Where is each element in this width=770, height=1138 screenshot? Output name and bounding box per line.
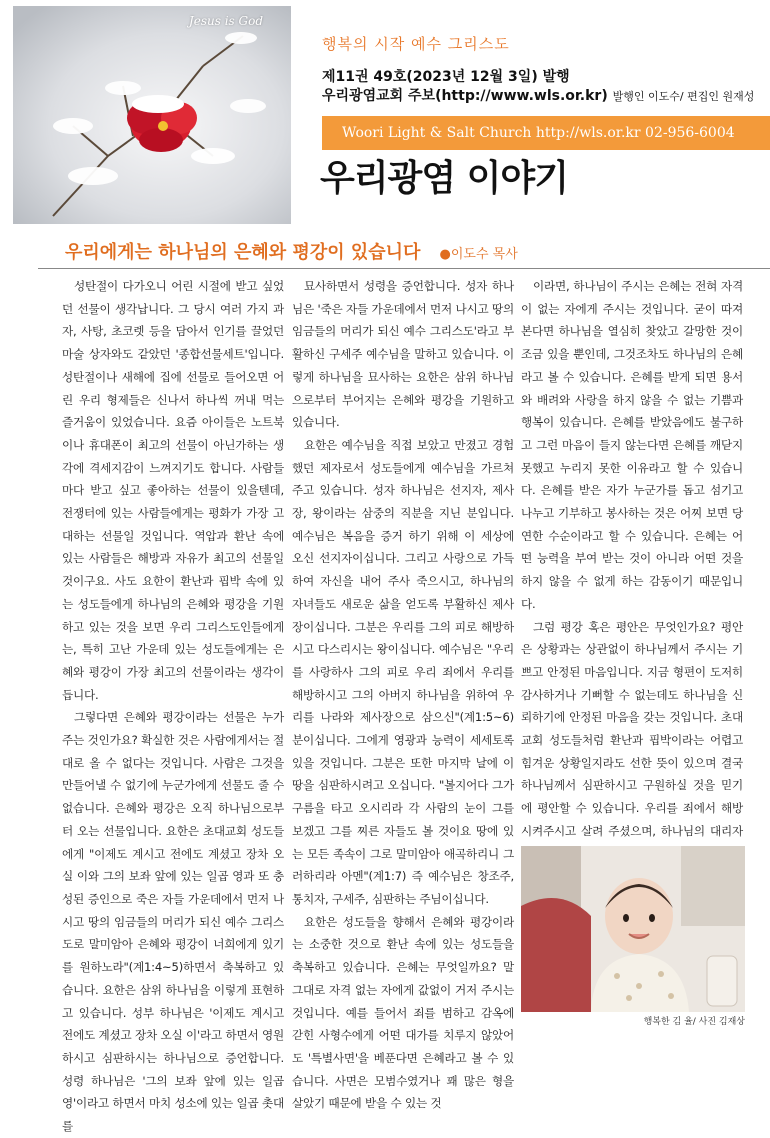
cover-image — [13, 6, 291, 224]
child-photo — [521, 846, 745, 1012]
header-kicker: 행복의 시작 예수 그리스도 — [322, 35, 510, 53]
cover-caption: Jesus is God — [188, 14, 263, 28]
paragraph: 요한은 성도들을 향해서 은혜와 평강이라는 소중한 것으로 환난 속에 있는 성도들을 축복하고 있습니다. 은혜는 무엇일까요? 말 그대로 자격 없는 자에게 값없이 거저 주시는 것입니다. 예를 들어서 죄를 범하고 감옥에 갇힌 사형수에게 어떤 대가를 치루지 않았어도 '특별사면'을 베푼다면 은혜라고 볼 수 있습니다. 사면은 모범수였거나 꽤 많은 형을 살았기 때문에 받을 수 있는 것 — [292, 914, 514, 1111]
baby-illustration — [521, 846, 745, 1012]
article-column-2 — [292, 275, 514, 1115]
publisher-main: 우리광염교회 주보(http://www.wls.or.kr) — [322, 88, 608, 104]
article-column-1 — [62, 275, 284, 1138]
masthead-title: 우리광염 이야기 — [320, 158, 568, 199]
article-byline — [440, 247, 518, 262]
article-column-3 — [521, 275, 743, 933]
article-headline-row — [65, 238, 745, 266]
paragraph: 그럼 평강 혹은 평안은 무엇인가요? 평안은 상황과는 상관없이 하나님께서 주시는 기쁘고 안정된 마음입니다. 지금 형편이 도저히 감사하거나 기뻐할 수 없는데도 하나님을 신뢰하기에 안정된 마음을 갖는 것입니다. 초대교회 성도들처럼 환난과 핍박이라는 어렵고 힘겨운 상황일지라도 선한 뜻이 있으며 결국 하나님께서 심판하시고 구원하실 것을 믿기에 평안할 수 있습니다. 우리를 죄에서 해방시켜주시고 살려 주셨으며, 하나님의 대리자 — [521, 619, 743, 838]
photo-caption: 행복한 김 율/ 사진 김재상 — [643, 1017, 745, 1027]
paragraph: 그렇다면 은혜와 평강이라는 선물은 누가 주는 것인가요? 확실한 것은 사람에게서는 절대로 올 수 없다는 것입니다. 사람은 그것을 만들어낼 수 없기에 누군가에게 선물도 줄 수 없습니다. 은혜와 평강은 오직 하나님으로부터 오는 선물입니다. 요한은 초대교회 성도들에게 "이제도 계시고 전에도 계셨고 장차 오실 이와 그의 보좌 앞에 있는 일곱 영과 또 충성된 증인으로 죽은 자들 가운데에서 먼저 나시고 땅의 임금들의 머리가 되신 예수 그리스도로 말미암아 은혜와 평강이 너희에게 있기를 원하노라"(계1:4~5)하면서 축복하고 있습니다. 요한은 삼위 하나님을 이렇게 표현하고 있습니다. 성부 하나님은 '이제도 계시고 전에도 계셨고 장차 오실 이'라고 하면서 영원하시고 심판하시는 하나님으로 증언합니다. 성령 하나님은 '그의 보좌 앞에 있는 일곱 영'이라고 하면서 마치 성소에 있는 일곱 촛대를 — [62, 710, 284, 1134]
issue-info: 제11권 49호(2023년 12월 3일) 발행 — [322, 69, 570, 85]
paragraph: 이라면, 하나님이 주시는 은혜는 전혀 자격이 없는 자에게 주시는 것입니다. 굳이 따져본다면 하나님을 열심히 찾았고 갈망한 것이 조금 있을 뿐인데, 그것조차도 하나님의 은혜라고 볼 수 있습니다. 은혜를 받게 되면 용서와 배려와 사랑을 하지 않을 수 없는 기쁨과 행복이 있습니다. 은혜를 받았음에도 불구하고 그런 마음이 들지 않는다면 은혜를 깨닫지 못했고 누리지 못한 이유라고 할 수 있습니다. 은혜를 받은 자가 누군가를 돕고 섬기고 나누고 기부하고 봉사하는 것은 어찌 보면 당연한 수순이라고 할 수 있습니다. 은혜는 어떤 능력을 부여 받는 것이 아니라 어떤 것을 하지 않을 수 없게 하는 감동이기 때문입니다. — [521, 279, 743, 611]
church-contact-bar: Woori Light & Salt Church http://wls.or.kr 02-956-6004 — [322, 116, 770, 150]
author-name: 이도수 목사 — [450, 247, 518, 262]
paragraph: 요한은 예수님을 직접 보았고 만졌고 경험했던 제자로서 성도들에게 예수님을 가르쳐주고 있습니다. 성자 하나님은 선지자, 제사장, 왕이라는 삼중의 직분을 지닌 분입니다. 예수님은 복음을 증거 하기 위해 이 세상에 오신 선지자이십니다. 그리고 사랑으로 가득하여 자신을 내어 주사 죽으시고, 하나님의 자녀들도 새로운 삶을 얻도록 부활하신 제사장이십니다. 그분은 우리를 그의 피로 해방하시고 다스리시는 왕이십니다. 예수님은 "우리를 사랑하사 그의 피로 우리 죄에서 우리를 해방하시고 그의 아버지 하나님을 위하여 우리를 나라와 제사장으로 삼으신"(계1:5~6) 분이십니다. 그에게 영광과 능력이 세세토록 있을 것입니다. 그분은 또한 마지막 날에 이 땅을 심판하시려고 오십니다. "볼지어다 그가 구름을 타고 오시리라 각 사람의 눈이 그를 보겠고 그를 찌른 자들도 볼 것이요 땅에 있는 모든 족속이 그로 말미암아 애곡하리니 그러하리라 아멘"(계1:7) 즉 예수님은 창조주, 통치자, 구세주, 심판하는 주님이십니다. — [292, 437, 514, 906]
publisher-editor: 발행인 이도수/ 편집인 원재성 — [612, 90, 755, 103]
paragraph: 묘사하면서 성령을 증언합니다. 성자 하나님은 '죽은 자들 가운데에서 먼저 나시고 땅의 임금들의 머리가 되신 예수 그리스도'라고 부활하신 구세주 예수님을 말하고 있습니다. 이렇게 하나님을 묘사하는 요한은 삼위 하나님으로부터 부어지는 은혜와 평강을 기원하고 있습니다. — [292, 279, 514, 430]
snow-flower-illustration — [13, 6, 291, 224]
bullet-dot-icon: ● — [439, 247, 451, 262]
paragraph: 성탄절이 다가오니 어린 시절에 받고 싶었던 선물이 생각납니다. 그 당시 여러 가지 과자, 사탕, 초코렛 등을 담아서 인기를 끌었던 마술 상자와도 같았던 '종합선물세트'입니다. 성탄절이나 새해에 집에 선물로 들어오면 어린 우리 형제들은 신나서 하나씩 꺼내 먹는 즐거움이 있었습니다. 요즘 아이들은 노트북이나 휴대폰이 최고의 선물이 아닌가하는 생각에 격세지감이 느껴지기도 합니다. 사람들마다 받고 싶고 좋아하는 선물이 있을텐데, 전쟁터에 있는 사람들에게는 평화가 가장 고대하는 선물일 것입니다. 역압과 환난 속에 있는 사람들은 해방과 자유가 최고의 선물일 것이구요. 사도 요한이 환난과 핍박 속에 있는 성도들에게 하나님의 은혜와 평강을 기원하고 있는 것을 보면 우리 그리스도인들에게는, 특히 고난 가운데 있는 성도들에게는 은혜와 평강이 가장 최고의 선물이라는 생각이 듭니다. — [62, 279, 284, 702]
divider — [38, 268, 770, 269]
publisher-info — [322, 85, 754, 105]
article-headline: 우리에게는 하나님의 은혜와 평강이 있습니다 — [65, 242, 421, 263]
